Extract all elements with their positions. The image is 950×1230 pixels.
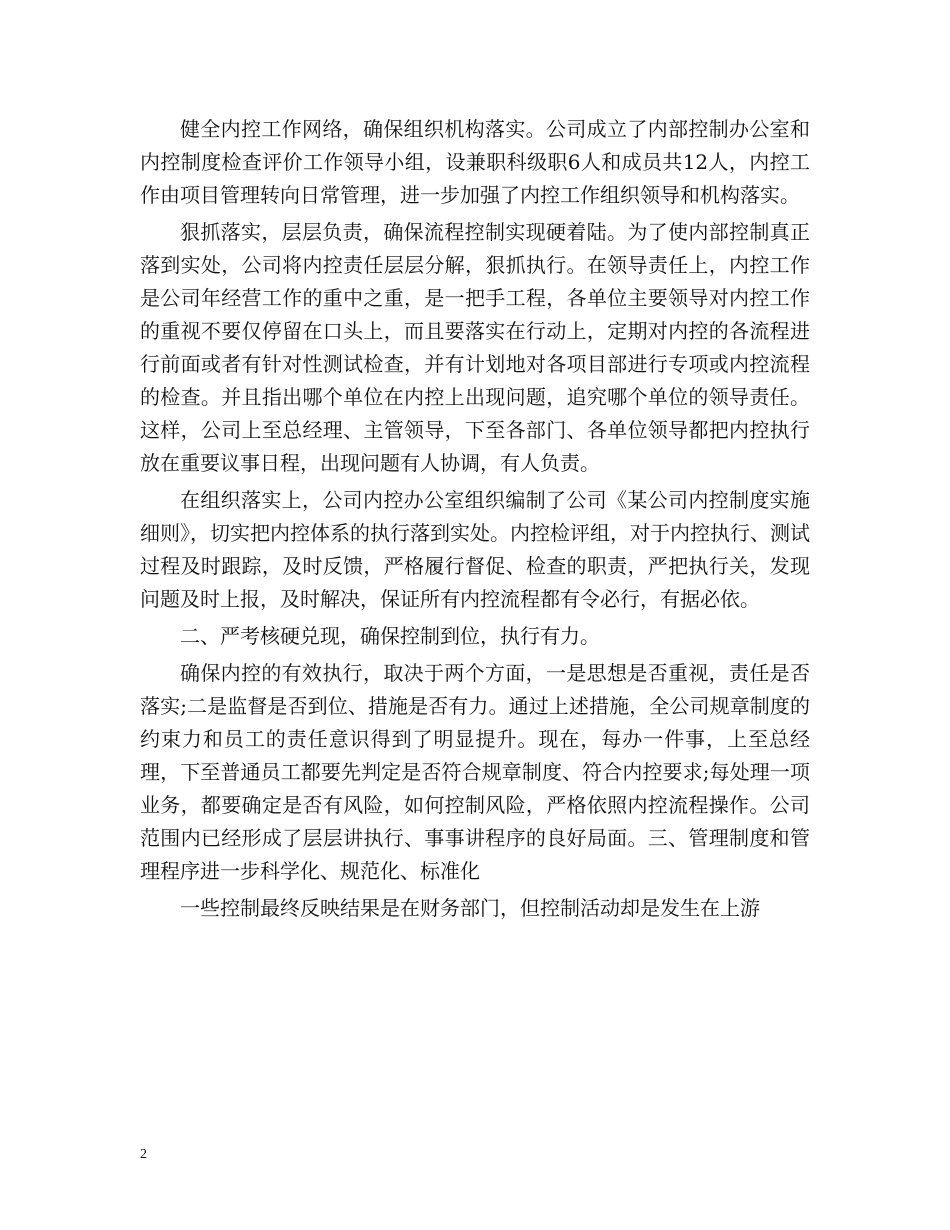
page-number: 2 <box>140 1147 147 1162</box>
document-body <box>140 113 810 929</box>
paragraph-1: 健全内控工作网络，确保组织机构落实。公司成立了内部控制办公室和内控制度检查评价工作领导小组，设兼职科级职6人和成员共12人，内控工作由项目管理转向日常管理，进一步加强了内控工作组织领导和机构落实。 <box>140 117 810 207</box>
paragraph-5: 一些控制最终反映结果是在财务部门，但控制活动却是发生在上游 <box>180 896 760 920</box>
section-heading-2: 二、严考核硬兑现，确保控制到位，执行有力。 <box>180 624 600 648</box>
paragraph-2: 狠抓落实，层层负责，确保流程控制实现硬着陆。为了使内部控制真正落到实处，公司将内控责任层层分解，狠抓执行。在领导责任上，内控工作是公司年经营工作的重中之重，是一把手工程，各单位主要领导对内控工作的重视不要仅停留在口头上，而且要落实在行动上，定期对内控的各流程进行前面或者有针对性测试检查，并有计划地对各项目部进行专项或内控流程的检查。并且指出哪个单位在内控上出现问题，追究哪个单位的领导责任。这样，公司上至总经理、主管领导，下至各部门、各单位领导都把内控执行放在重要议事日程，出现问题有人协调，有人负责。 <box>140 220 810 475</box>
paragraph-4: 确保内控的有效执行，取决于两个方面，一是思想是否重视，责任是否落实;二是监督是否到位、措施是否有力。通过上述措施，全公司规章制度的约束力和员工的责任意识得到了明显提升。现在，每办一件事，上至总经理，下至普通员工都要先判定是否符合规章制度、符合内控要求;每处理一项业务，都要确定是否有风险，如何控制风险，严格依照内控流程操作。公司范围内已经形成了层层讲执行、事事讲程序的良好局面。三、管理制度和管理程序进一步科学化、规范化、标准化 <box>140 661 810 883</box>
paragraph-3: 在组织落实上，公司内控办公室组织编制了公司《某公司内控制度实施细则》，切实把内控体系的执行落到实处。内控检评组，对于内控执行、测试过程及时跟踪，及时反馈，严格履行督促、检查的职责，严把执行关，发现问题及时上报，及时解决，保证所有内控流程都有令必行，有据必依。 <box>140 488 810 611</box>
